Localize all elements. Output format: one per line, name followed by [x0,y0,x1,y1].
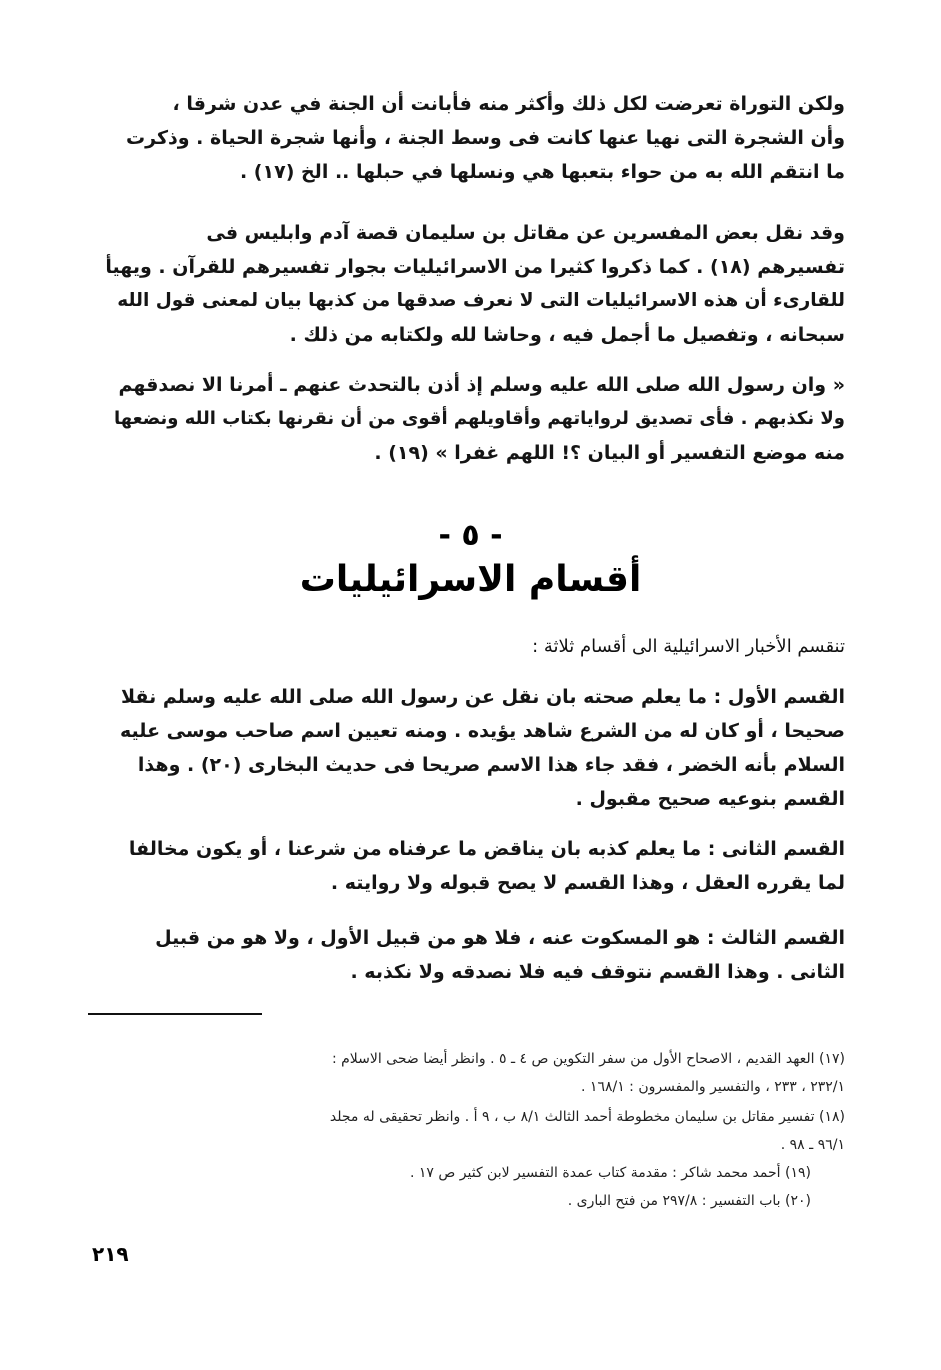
intro-line: تنقسم الأخبار الاسرائيلية الى أقسام ثلاثة : [532,636,845,657]
text-line: وأن الشجرة التى نهيا عنها كانت فى وسط الجنة ، وأنها شجرة الحياة . وذكرت [126,127,845,149]
text-line: ولكن التوراة تعرضت لكل ذلك وأكثر منه فأبانت أن الجنة في عدن شرقا ، [172,93,845,115]
text-line: وقد نقل بعض المفسرين عن مقاتل بن سليمان قصة آدم وابليس فى [206,222,845,244]
paragraph-muqatil [105,216,845,352]
text-line: تفسيرهم (١٨) . كما ذكروا كثيرا من الاسرائيليات بجوار تفسيرهم للقرآن . ويهيأ [105,256,845,278]
text-line: الثانى . وهذا القسم نتوقف فيه فلا نصدقه ولا نكذبه . [350,961,845,983]
text-line: القسم الثانى : ما يعلم كذبه بان يناقض ما عرفناه من شرعنا ، أو يكون مخالفا [128,838,845,860]
division-first [105,680,845,816]
division-second [105,832,845,900]
paragraph-quotation [105,368,845,470]
footnote-18-cont: ٩٦/١ ـ ٩٨ . [780,1137,845,1153]
section-title: أقسام الاسرائيليات [299,559,642,600]
footnote-20: (٢٠) باب التفسير : ٢٩٧/٨ من فتح البارى . [567,1193,811,1209]
text-line: القسم بنوعيه صحيح مقبول . [575,788,845,810]
section-number: - ٥ - [438,518,503,553]
text-line: ولا نكذبهم . فأى تصديق لرواياتهم وأقاويلهم أقوى من أن نقرنها بكتاب الله ونضعها [113,408,845,429]
division-third [105,921,845,989]
footnote-separator [88,1013,262,1015]
text-line: منه موضع التفسير أو البيان ؟! اللهم غفرا » (١٩) . [374,442,845,464]
text-line: لما يقرره العقل ، وهذا القسم لا يصح قبوله ولا روايته . [330,872,845,894]
footnote-17-cont: ٢٣٢/١ ، ٢٣٣ ، والتفسير والمفسرون : ١٦٨/١ . [581,1079,845,1095]
text-line: « وان رسول الله صلى الله عليه وسلم إذ أذن بالتحدث عنهم ـ أمرنا الا نصدقهم [118,374,845,396]
footnote-17: (١٧) العهد القديم ، الاصحاح الأول من سفر التكوين ص ٤ ـ ٥ . وانظر أيضا ضحى الاسلام : [331,1051,845,1067]
text-line: سبحانه ، وتفصيل ما أجمل فيه ، وحاشا لله ولكتابه من ذلك . [289,324,845,346]
page-number: ٢١٩ [92,1242,129,1266]
text-line: للقارىء أن هذه الاسرائيليات التى لا نعرف صدقها من كذبها بيان لمعنى قول الله [117,290,845,311]
text-line: ما انتقم الله به من حواء بتعبها هي ونسلها في حبلها .. الخ (١٧) . [239,161,845,183]
footnote-18: (١٨) تفسير مقاتل بن سليمان مخطوطة أحمد الثالث ٨/١ ب ، ٩ أ . وانظر تحقيقى له مجلد [329,1109,845,1125]
text-line: القسم الثالث : هو المسكوت عنه ، فلا هو من قبيل الأول ، ولا هو من قبيل [155,927,845,949]
footnote-19: (١٩) أحمد محمد شاكر : مقدمة كتاب عمدة التفسير لابن كثير ص ١٧ . [409,1165,811,1181]
text-line: القسم الأول : ما يعلم صحته بان نقل عن رسول الله صلى الله عليه وسلم نقلا [120,686,845,708]
paragraph-torah [105,87,845,189]
text-line: السلام بأنه الخضر ، فقد جاء هذا الاسم صريحا فى حديث البخارى (٢٠) . وهذا [137,754,845,776]
text-line: صحيحا ، أو كان له من الشرع شاهد يؤيده . ومنه تعيين اسم صاحب موسى عليه [120,720,845,742]
